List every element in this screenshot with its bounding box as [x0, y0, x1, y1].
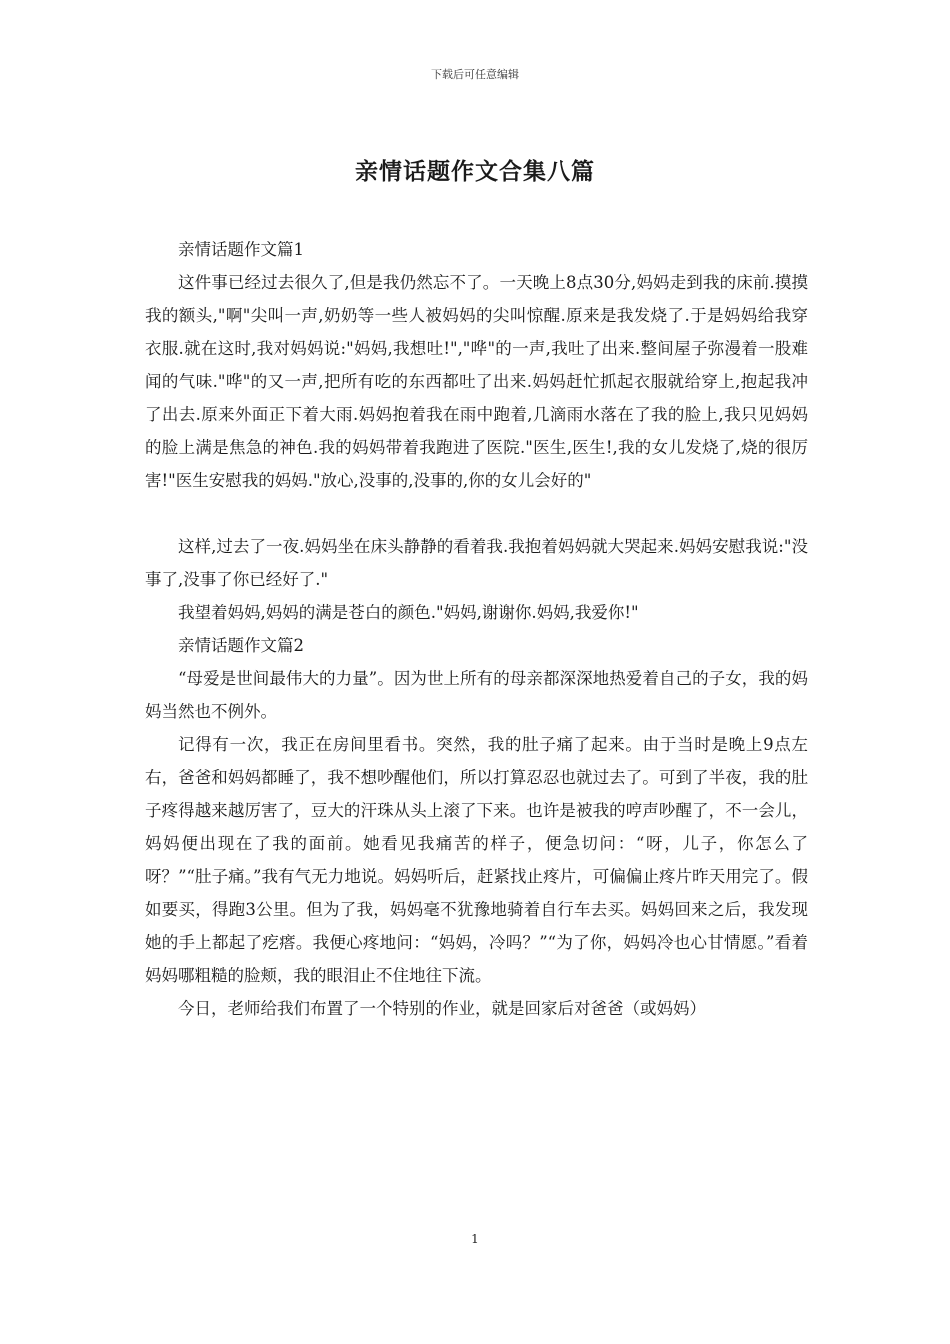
paragraph: 记得有一次，我正在房间里看书。突然，我的肚子痛了起来。由于当时是晚上9点左右，爸爸和妈妈都睡了，我不想吵醒他们，所以打算忍忍也就过去了。可到了半夜，我的肚子疼得越来越厉害了，豆大的汗珠从头上滚了下来。也许是被我的哼声吵醒了，不一会儿，妈妈便出现在了我的面前。她看见我痛苦的样子，便急切问：“呀，儿子，你怎么了呀？”“肚子痛。”我有气无力地说。妈妈听后，赶紧找止疼片，可偏偏止疼片昨天用完了。假如要买，得跑3公里。但为了我，妈妈毫不犹豫地骑着自行车去买。妈妈回来之后，我发现她的手上都起了疙瘩。我便心疼地问：“妈妈，冷吗？”“为了你，妈妈冷也心甘情愿。”看着妈妈哪粗糙的脸颊，我的眼泪止不住地往下流。: [145, 735, 808, 985]
paragraph: “母爱是世间最伟大的力量”。因为世上所有的母亲都深深地热爱着自己的子女，我的妈妈当然也不例外。: [145, 669, 808, 721]
section-heading-2: 亲情话题作文篇2: [178, 636, 304, 655]
header-note: 下载后可任意编辑: [431, 68, 519, 81]
paragraph: 我望着妈妈,妈妈的满是苍白的颜色."妈妈,谢谢你.妈妈,我爱你!": [178, 603, 639, 622]
paragraph: 这件事已经过去很久了,但是我仍然忘不了。一天晚上8点30分,妈妈走到我的床前.摸摸我的额头,"啊"尖叫一声,奶奶等一些人被妈妈的尖叫惊醒.原来是我发烧了.于是妈妈给我穿衣服.就在这时,我对妈妈说:"妈妈,我想吐!","哗"的一声,我吐了出来.整间屋子弥漫着一股难闻的气味."哗"的又一声,把所有吃的东西都吐了出来.妈妈赶忙抓起衣服就给穿上,抱起我冲了出去.原来外面正下着大雨.妈妈抱着我在雨中跑着,几滴雨水落在了我的脸上,我只见妈妈的脸上满是焦急的神色.我的妈妈带着我跑进了医院."医生,医生!,我的女儿发烧了,烧的很厉害!"医生安慰我的妈妈."放心,没事的,没事的,你的女儿会好的": [145, 273, 808, 490]
document-body: [145, 233, 808, 1025]
page-number: 1: [471, 1232, 479, 1246]
section-heading-1: 亲情话题作文篇1: [178, 240, 304, 259]
paragraph: 这样,过去了一夜.妈妈坐在床头静静的看着我.我抱着妈妈就大哭起来.妈妈安慰我说:"没事了,没事了你已经好了.": [145, 537, 808, 589]
paragraph: 今日，老师给我们布置了一个特别的作业，就是回家后对爸爸（或妈妈）: [178, 999, 706, 1018]
document-title: 亲情话题作文合集八篇: [355, 158, 595, 185]
